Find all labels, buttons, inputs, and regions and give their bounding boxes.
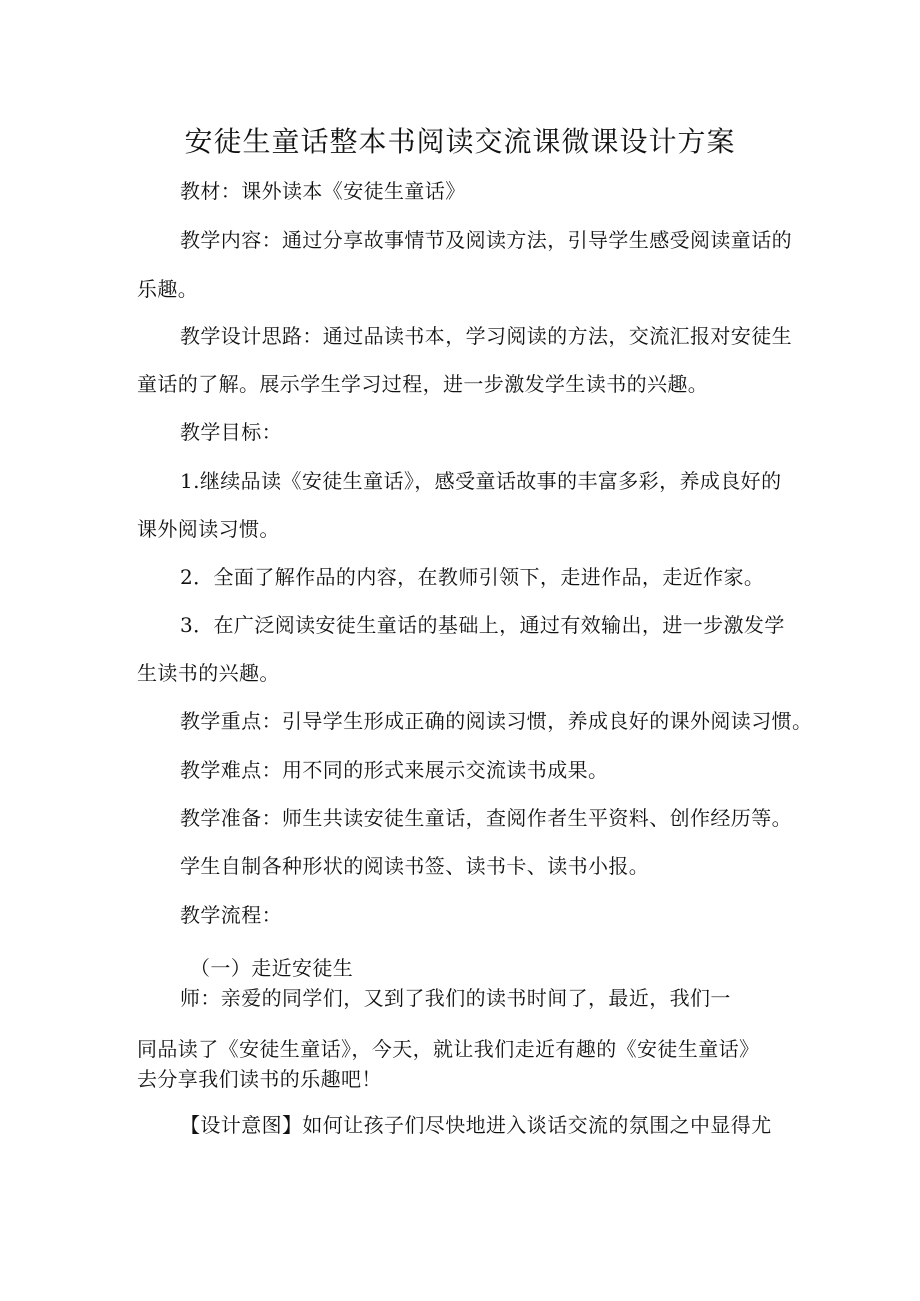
paragraph-line: 教学流程： [180,903,282,927]
document-title: 安徒生童话整本书阅读交流课微课设计方案 [184,125,736,158]
paragraph-line: 教学难点：用不同的形式来展示交流读书成果。 [180,758,609,782]
paragraph-line: 教学准备：师生共读安徒生童话，查阅作者生平资料、创作经历等。 [180,806,792,830]
paragraph-line: 乐趣。 [137,277,199,301]
paragraph-line: 教学设计思路：通过品读书本，学习阅读的方法，交流汇报对安徒生 [180,324,792,348]
paragraph-line: 教学重点：引导学生形成正确的阅读习惯，养成良好的课外阅读习惯。 [180,709,813,733]
paragraph-line: 3．在广泛阅读安徒生童话的基础上，通过有效输出，进一步激发学 [180,613,785,637]
paragraph-line: 学生自制各种形状的阅读书签、读书卡、读书小报。 [180,854,650,878]
paragraph-line: 2．全面了解作品的内容，在教师引领下，走进作品，走近作家。 [180,565,765,589]
paragraph-line: 师：亲爱的同学们，又到了我们的读书时间了，最近，我们一 [180,986,731,1010]
paragraph-line: 去分享我们读书的乐趣吧！ [137,1067,382,1091]
paragraph-line: 教学目标： [180,420,282,444]
section-heading: （一）走近安徒生 [190,956,354,980]
paragraph-line: 同品读了《安徒生童话》，今天，就让我们走近有趣的《安徒生童话》 [137,1037,760,1061]
paragraph-line: 童话的了解。展示学生学习过程，进一步激发学生读书的兴趣。 [137,372,709,396]
paragraph-line: 生读书的兴趣。 [137,661,280,685]
paragraph-line: 教材：课外读本《安徒生童话》 [180,179,466,203]
paragraph-line: 【设计意图】如何让孩子们尽快地进入谈话交流的氛围之中显得尤 [180,1113,772,1137]
paragraph-line: 课外阅读习惯。 [137,517,280,541]
paragraph-line: 1.继续品读《安徒生童话》，感受童话故事的丰富多彩，养成良好的 [180,469,782,493]
paragraph-line: 教学内容：通过分享故事情节及阅读方法，引导学生感受阅读童话的 [180,228,792,252]
